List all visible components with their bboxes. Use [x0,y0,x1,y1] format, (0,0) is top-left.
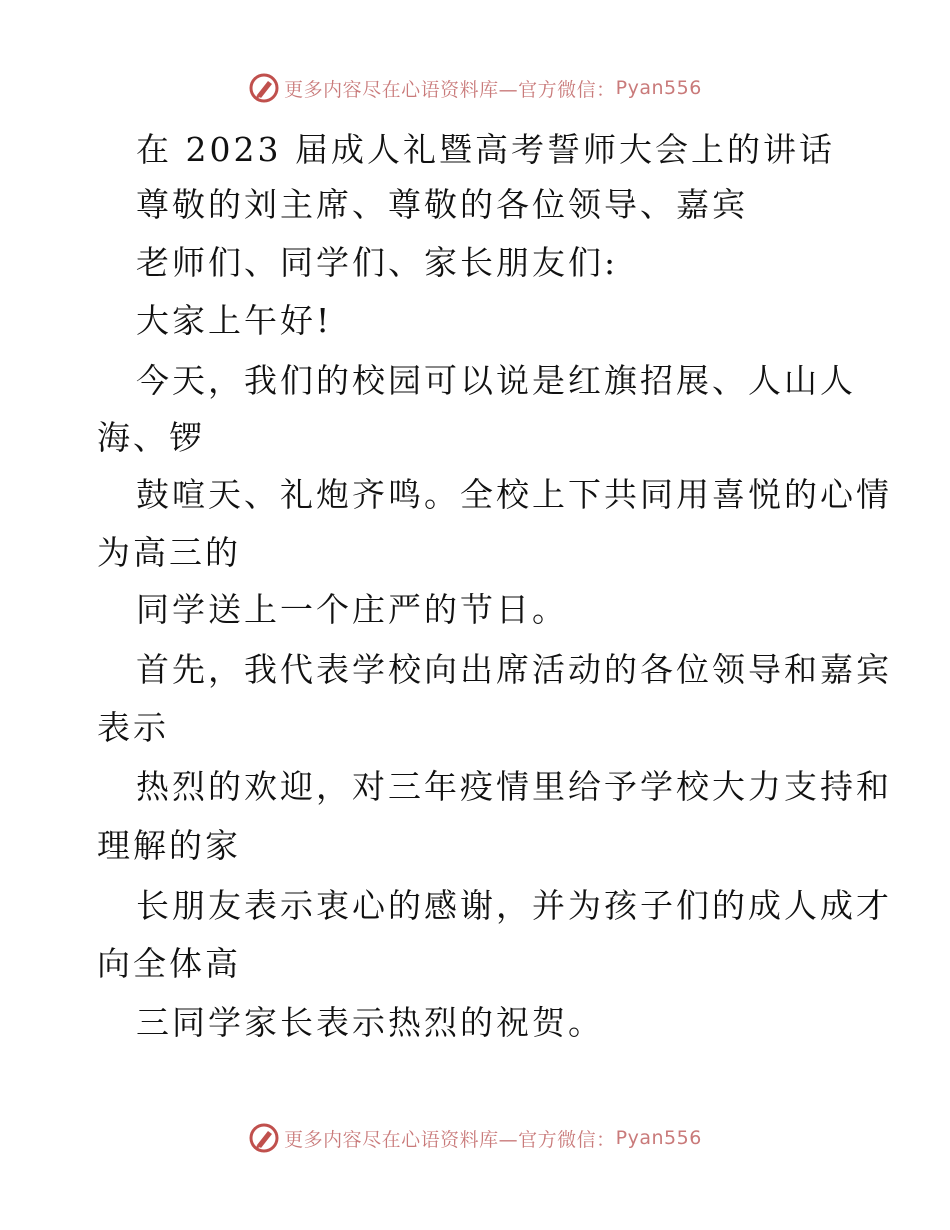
banner-wechat-id: Pyan556 [615,1127,702,1149]
salutation-line: 尊敬的刘主席、尊敬的各位领导、嘉宾 [136,185,748,224]
paragraph-line: 鼓喧天、礼炮齐鸣。全校上下共同用喜悦的心情 [136,475,892,514]
paragraph-line: 同学送上一个庄严的节日。 [136,590,568,629]
greeting-line: 大家上午好! [136,301,333,340]
paragraph-line: 今天，我们的校园可以说是红旗招展、人山人 [136,361,856,400]
paragraph-line: 向全体高 [97,944,241,983]
footer-banner [0,1122,950,1154]
banner-wechat-id: Pyan556 [615,77,702,99]
salutation-line: 老师们、同学们、家长朋友们: [136,243,619,282]
pen-nib-logo-icon [248,1122,280,1154]
banner-text: 更多内容尽在心语资料库—官方微信： [284,78,616,101]
document-title: 在 2023 届成人礼暨高考誓师大会上的讲话 [136,130,835,169]
paragraph-line: 表示 [97,708,169,747]
paragraph-line: 三同学家长表示热烈的祝贺。 [136,1003,604,1042]
banner-text: 更多内容尽在心语资料库—官方微信： [284,1128,616,1151]
paragraph-line: 理解的家 [97,826,241,865]
pen-nib-logo-icon [248,72,280,104]
paragraph-line: 长朋友表示衷心的感谢，并为孩子们的成人成才 [136,886,892,925]
paragraph-line: 热烈的欢迎，对三年疫情里给予学校大力支持和 [136,767,892,806]
paragraph-line: 海、锣 [97,418,205,457]
paragraph-line: 为高三的 [97,533,241,572]
paragraph-line: 首先，我代表学校向出席活动的各位领导和嘉宾 [136,650,892,689]
header-banner [0,72,950,104]
